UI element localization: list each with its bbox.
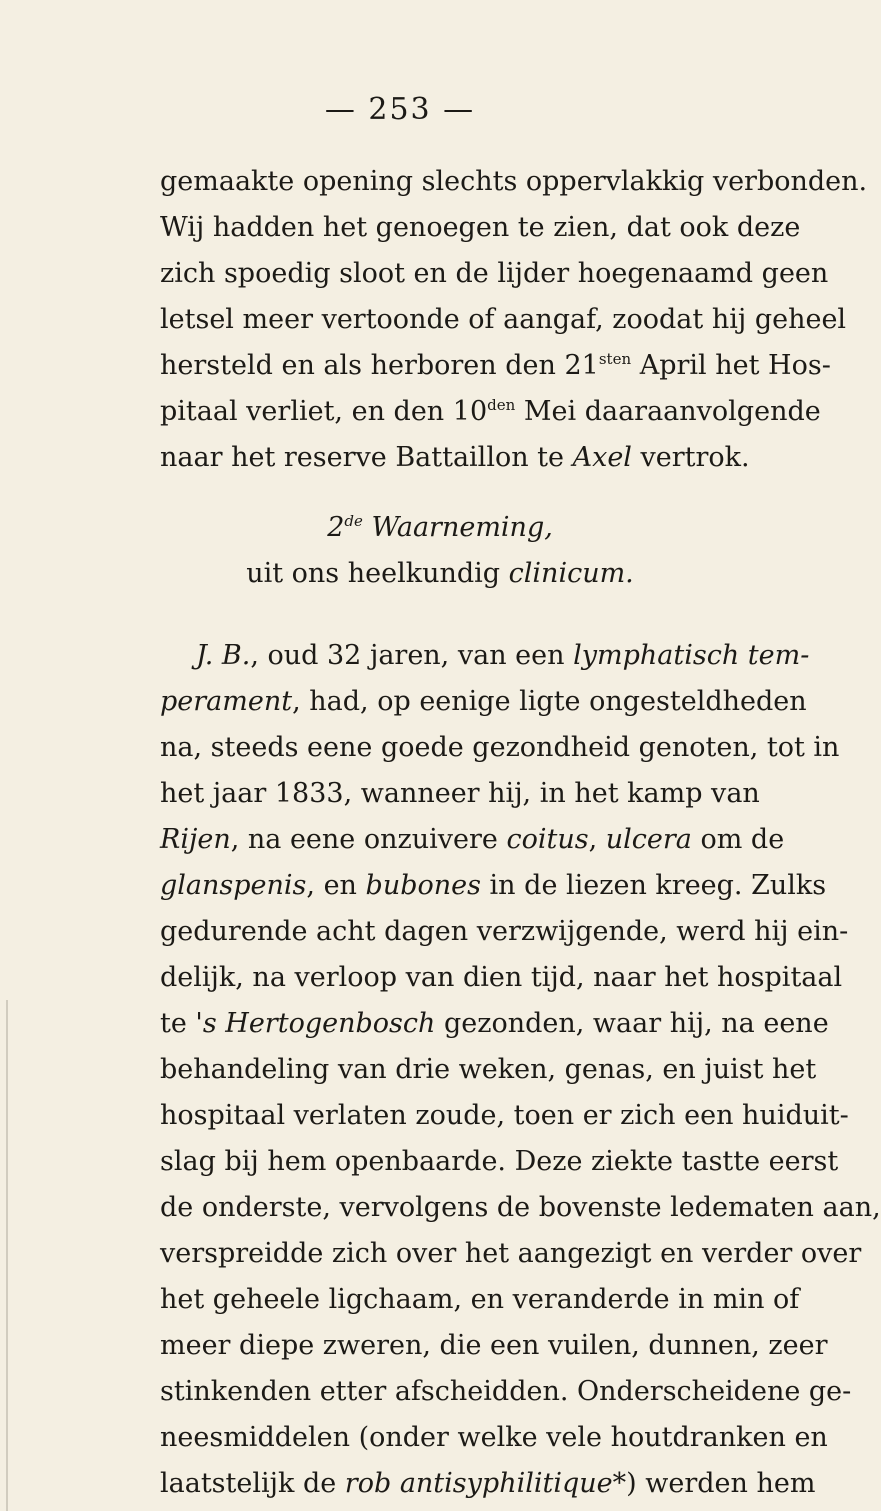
- text-line: de onderste, vervolgens de bovenste ledematen aan,: [160, 1192, 881, 1223]
- text-line: het jaar 1833, wanneer hij, in het kamp van: [160, 778, 760, 809]
- text-line: Rijen, na eene onzuivere coitus, ulcera om de: [160, 824, 785, 855]
- text-line: naar het reserve Battaillon te Axel vertrok.: [160, 442, 750, 473]
- heading-title: 2de Waarneming,: [327, 512, 553, 543]
- text-line: meer diepe zweren, die een vuilen, dunnen, zeer: [160, 1330, 828, 1361]
- text-line: perament, had, op eenige ligte ongesteldheden: [160, 686, 807, 717]
- text-line: te 's Hertogenbosch gezonden, waar hij, na eene: [160, 1008, 829, 1039]
- text-line: hospitaal verlaten zoude, toen er zich een huiduit-: [160, 1100, 849, 1131]
- text-line: zich spoedig sloot en de lijder hoegenaamd geen: [160, 258, 829, 289]
- text-line: gemaakte opening slechts oppervlakkig verbonden.: [160, 166, 868, 197]
- text-line: na, steeds eene goede gezondheid genoten, tot in: [160, 732, 840, 763]
- heading-subtitle: uit ons heelkundig clinicum.: [246, 558, 634, 589]
- text-line: hersteld en als herboren den $21^{sten}$ April het Hos-: [160, 350, 831, 381]
- text-line: J. B., oud 32 jaren, van een lymphatisch tem-: [196, 640, 810, 671]
- text-line: Wij hadden het genoegen te zien, dat ook deze: [160, 212, 801, 243]
- text-line: behandeling van drie weken, genas, en juist het: [160, 1054, 817, 1085]
- page-number: — 253 —: [324, 92, 476, 127]
- text-line: delijk, na verloop van dien tijd, naar het hospitaal: [160, 962, 843, 993]
- text-line: neesmiddelen (onder welke vele houtdranken en: [160, 1422, 828, 1453]
- text-line: glanspenis, en bubones in de liezen kreeg. Zulks: [160, 870, 827, 901]
- page-edge-shadow: [6, 1000, 8, 1511]
- text-line: pitaal verliet, en den $10^{den}$ Mei daaraanvolgende: [160, 396, 821, 427]
- text-line: laatstelijk de rob antisyphilitique*) werden hem: [160, 1468, 816, 1499]
- text-line: verspreidde zich over het aangezigt en verder over: [160, 1238, 862, 1269]
- text-line: het geheele ligchaam, en veranderde in min of: [160, 1284, 800, 1315]
- text-line: letsel meer vertoonde of aangaf, zoodat hij geheel: [160, 304, 847, 335]
- text-line: slag bij hem openbaarde. Deze ziekte tastte eerst: [160, 1146, 839, 1177]
- text-line: stinkenden etter afscheidden. Onderscheidene ge-: [160, 1376, 852, 1407]
- text-line: gedurende acht dagen verzwijgende, werd hij ein-: [160, 916, 849, 947]
